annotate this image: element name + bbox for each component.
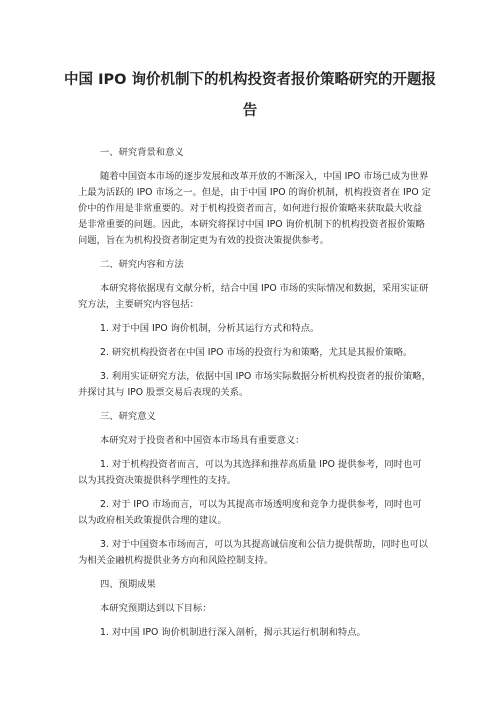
document-title-line-1: 中国 IPO 询价机制下的机构投资者报价策略研究的开题报 (64, 72, 436, 88)
section-heading-background: 一、研究背景和意义 (100, 147, 184, 158)
list-item: 3. 对于中国资本市场而言，可以为其提高诚信度和公信力提供帮助，同时也可以 (100, 539, 428, 550)
document-title-line-2: 告 (242, 103, 258, 119)
list-item-continuation: 以为政府相关政策提供合理的建议。 (78, 515, 227, 526)
paragraph-line: 本研究预期达到以下目标： (100, 603, 212, 614)
section-heading-content-methods: 二、研究内容和方法 (100, 259, 184, 270)
paragraph-line: 上最为活跃的 IPO 市场之一。但是，由于中国 IPO 的询价机制，机构投资者在 IPO 定 (78, 187, 431, 198)
paragraph-line: 价中的作用是非常重要的。对于机构投资者而言，如何进行报价策略来获取最大收益 (78, 203, 422, 214)
list-item-continuation: 以为其投资决策提供科学理性的支持。 (78, 475, 237, 486)
list-item-continuation: 为相关金融机构提供业务方向和风险控制支持。 (78, 555, 274, 566)
list-item: 1. 对于机构投资者而言，可以为其选择和推荐高质量 IPO 提供参考，同时也可 (100, 459, 422, 470)
section-heading-expected-results: 四、预期成果 (100, 579, 156, 590)
paragraph-line: 本研究对于投资者和中国资本市场具有重要意义： (100, 435, 305, 446)
paragraph-line: 随着中国资本市场的逐步发展和改革开放的不断深入，中国 IPO 市场已成为世界 (100, 171, 429, 182)
paragraph-line: 本研究将依据现有文献分析，结合中国 IPO 市场的实际情况和数据，采用实证研 (100, 283, 429, 294)
paragraph-line: 是非常重要的问题。因此，本研究将探讨中国 IPO 询价机制下的机构投资者报价策略 (78, 219, 425, 230)
list-item: 1. 对中国 IPO 询价机制进行深入剖析，揭示其运行机制和特点。 (100, 627, 366, 638)
paragraph-line: 问题，旨在为机构投资者制定更为有效的投资决策提供参考。 (78, 235, 330, 246)
list-item: 2. 研究机构投资者在中国 IPO 市场的投资行为和策略，尤其是其报价策略。 (100, 347, 413, 358)
list-item: 3. 利用实证研究方法，依据中国 IPO 市场实际数据分析机构投资者的报价策略， (100, 371, 431, 382)
list-item: 1. 对于中国 IPO 询价机制，分析其运行方式和特点。 (100, 323, 320, 334)
paragraph-line: 究方法，主要研究内容包括： (78, 299, 199, 310)
list-item: 2. 对于 IPO 市场而言，可以为其提高市场透明度和竞争力提供参考，同时也可 (100, 499, 422, 510)
section-heading-significance: 三、研究意义 (100, 411, 156, 422)
list-item-continuation: 并探讨其与 IPO 股票交易后表现的关系。 (78, 387, 249, 398)
